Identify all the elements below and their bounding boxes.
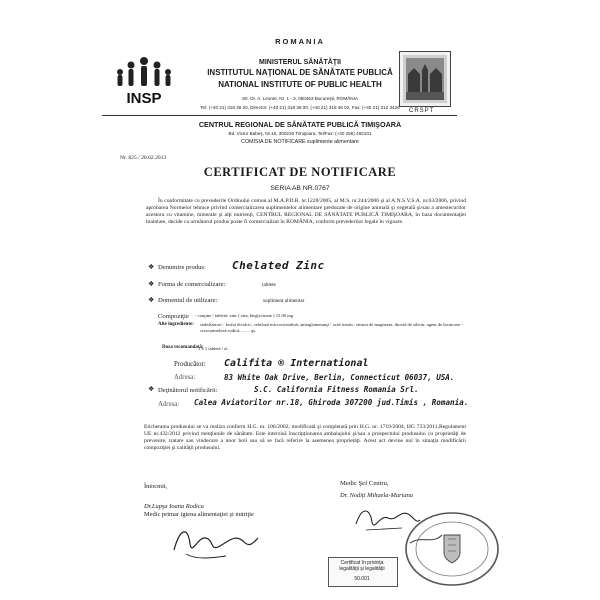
- other-ingredients-value: stabilizatori - fosfat dicalcic, celuloză microcristalină; antiaglomeranţi - acid stearic, stearat de magneziu, dioxid de siliciu; agent de încărcare - croscarmeloză sodică ........ qs.: [200, 322, 463, 333]
- bullet-icon: ❖: [148, 280, 155, 288]
- signature-left: [166, 516, 261, 566]
- holder-address-label: Adresa:: [158, 401, 180, 408]
- header-ministry: MINISTERUL SĂNĂTĂŢII: [259, 59, 341, 66]
- domain-value: supliment alimentar: [263, 298, 305, 304]
- document-number: Nr. 825 / 20.02.2013: [120, 155, 167, 161]
- stamp-number: 50.001: [354, 576, 370, 582]
- producer-address-value: 83 White Oak Drive, Berlin, Connecticut 06037, USA.: [224, 373, 455, 382]
- crest-label: CRSPT: [409, 108, 435, 114]
- other-ingredients-label: Alte ingrediente:: [158, 322, 194, 327]
- product-name-value: Chelated Zinc: [232, 259, 325, 272]
- certificate-title: CERTIFICAT DE NOTIFICARE: [203, 165, 397, 179]
- header-divider: [102, 115, 457, 116]
- intro-paragraph: În conformitate cu prevederile Ordinului comun al M.A.P.D.R. nr.1228/2005, al M.S. nr.244/2006 şi al A.N.S.V.S.A. nr.63/2006, privind aprobarea Normelor tehnice privind comercializarea suplimentelor alimentare predozate de origine animală şi vegetală şi/sau a amestecurilor acestora cu vitamine, minerale şi alţi nutrienţi, CENTRUL REGIONAL DE SĂNĂTATE PUBLICĂ TIMIŞOARA, în baza documentaţiei înaintate, decide ca următorul produs poate fi comercializat în ROMÂNIA, conform prevederilor legale în vigoare.: [146, 198, 466, 225]
- form-label: Forma de comercializare:: [158, 281, 226, 288]
- header-country: ROMANIA: [275, 37, 325, 46]
- bullet-icon: ❖: [148, 263, 155, 271]
- regional-center-name: CENTRUL REGIONAL DE SĂNĂTATE PUBLICĂ TIMIŞOARA: [198, 120, 402, 129]
- producer-label: Producător:: [174, 361, 206, 368]
- prepared-by-label: Întocmit,: [144, 483, 168, 490]
- regional-center-address: Bd. Victor Babeş, Nr.16, 300226 Timişoara, Tel/Fax: (+40 256) 492101: [228, 131, 372, 136]
- logo-text: INSP: [126, 90, 162, 107]
- dose-label: Doza recomandată:: [162, 345, 204, 350]
- official-seal: [392, 505, 504, 589]
- product-name-label: Denumire produs:: [158, 264, 206, 271]
- commission-name: COMISIA DE NOTIFICARE suplimente alimentare: [241, 139, 359, 145]
- composition-label: Compoziţie: [158, 313, 189, 320]
- labeling-paragraph: Etichetarea produsului se va realiza conform H.G. nr. 106/2002, modificată şi completată prin H.G. nr. 1719/2004, HG 723/2011,Regulament UE nr.432/2012 privind menţiunile de sănătate. Este interzisă înscripţionarea ambalajului şi/sau a prospectului produsului cu proprietăţi de prevenire, tratare sau vindecare a unor boli sau să se facă referire la asemenea proprietăţi. Acest act devine nul în situaţia modificării compoziţiei şi calităţii produsului.: [144, 424, 466, 452]
- bullet-icon: ❖: [148, 385, 155, 393]
- dose-value: 1 x 1 tabletă / zi.: [198, 346, 229, 351]
- domain-label: Domeniul de utilizare:: [158, 297, 218, 304]
- signer-right-name: Dr. Nodiţi Mihaela-Mariana: [340, 492, 413, 499]
- signer-left-role: Medic primar igiena alimentaţiei şi nutriţie: [144, 511, 254, 518]
- holder-address-value: Calea Aviatorilor nr.18, Ghiroda 307200 jud.Timis , Romania.: [194, 398, 469, 407]
- holder-value: S.C. California Fitness Romania Srl.: [254, 385, 419, 394]
- form-value: tablete: [262, 282, 276, 288]
- composition-value: - conţine / tabletă: zinc ( zinc bisglycinate ) 15.00 mg: [195, 313, 294, 318]
- bullet-icon: ❖: [148, 296, 155, 304]
- stamp-text: Certificat în privinţa legalităţii şi legalităţii: [339, 560, 385, 572]
- header-institute-english: NATIONAL INSTITUTE OF PUBLIC HEALTH: [218, 80, 382, 89]
- signer-left-name: Dr.Lupşa Ioana Rodica: [144, 503, 204, 510]
- chief-label: Medic Şef Centru,: [340, 480, 389, 487]
- producer-address-label: Adresa:: [174, 374, 196, 381]
- holder-label: Deţinătorul notificării:: [158, 387, 218, 394]
- certificate-series: SERIA AB NR.0767: [270, 185, 330, 192]
- header-phones: Tel: (+40 21) 318 36 20, Director: (+40 21) 318 36 00, (+40 21) 318 36 02, Fax: (+40 21) 312 3426: [200, 105, 400, 110]
- header-address: Str. Dr. A. Leonte, Nr. 1 - 3, 050463 Bucureşti, ROMÂNIA: [242, 96, 358, 101]
- header-institute: INSTITUTUL NAŢIONAL DE SĂNĂTATE PUBLICĂ: [207, 68, 393, 77]
- producer-value: Califita ® International: [224, 358, 369, 369]
